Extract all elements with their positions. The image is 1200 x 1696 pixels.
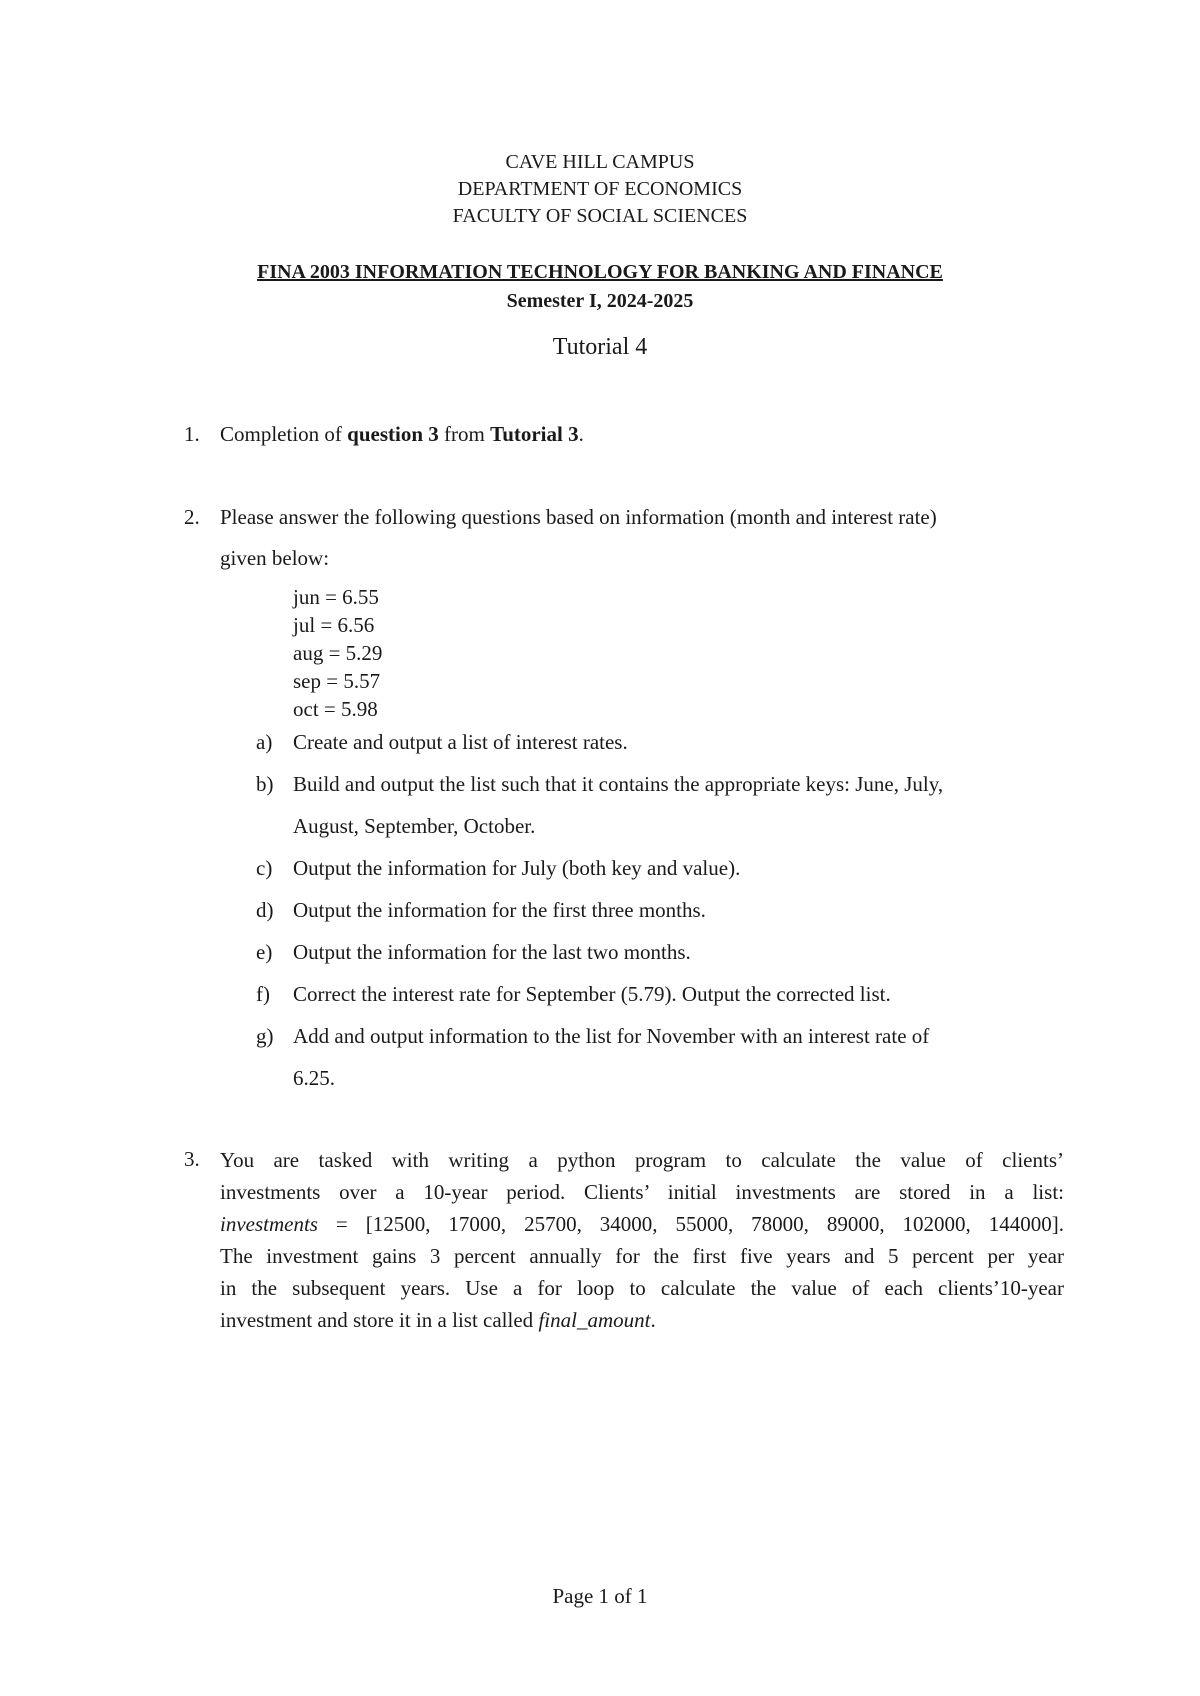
question-1-number: 1. bbox=[184, 422, 200, 446]
department-heading: DEPARTMENT OF ECONOMICS bbox=[457, 178, 743, 200]
question-3-number: 3. bbox=[184, 1147, 200, 1171]
question-3-line-3 bbox=[220, 1208, 1064, 1240]
question-3-line-5: in the subsequent years. Use a for loop to calculate the value of each clients’10-year bbox=[220, 1276, 1064, 1300]
campus-heading: CAVE HILL CAMPUS bbox=[505, 151, 695, 173]
part-g-letter: g) bbox=[256, 1024, 274, 1048]
part-f-letter: f) bbox=[256, 982, 270, 1006]
part-d-text: Output the information for the first three months. bbox=[293, 898, 706, 922]
investments-list: = [12500, 17000, 25700, 34000, 55000, 78000, 89000, 102000, 144000]. bbox=[317, 1212, 1064, 1236]
course-title bbox=[0, 259, 1200, 285]
q3-line6-pre: investment and store it in a list called bbox=[220, 1308, 539, 1332]
part-b-text-line-1: Build and output the list such that it contains the appropriate keys: June, July, bbox=[293, 772, 944, 796]
part-f-text: Correct the interest rate for September (5.79). Output the corrected list. bbox=[293, 982, 891, 1006]
q1-bold-question: question 3 bbox=[347, 422, 439, 446]
question-3-line-1: You are tasked with writing a python program to calculate the value of clients’ bbox=[220, 1148, 1064, 1172]
question-3-line-4: The investment gains 3 percent annually for the first five years and 5 percent per year bbox=[220, 1244, 1064, 1268]
part-a-text: Create and output a list of interest rates. bbox=[293, 730, 628, 754]
question-1-text bbox=[220, 422, 1060, 447]
part-b-text-line-2: August, September, October. bbox=[293, 814, 536, 838]
q1-pre: Completion of bbox=[220, 422, 348, 446]
tutorial-title: Tutorial 4 bbox=[552, 334, 648, 360]
part-e-text: Output the information for the last two months. bbox=[293, 940, 691, 964]
rate-sep: sep = 5.57 bbox=[293, 669, 381, 693]
q1-mid: from bbox=[438, 422, 491, 446]
part-c-letter: c) bbox=[256, 856, 273, 880]
part-c-text: Output the information for July (both key and value). bbox=[293, 856, 741, 880]
course-title-text: FINA 2003 INFORMATION TECHNOLOGY FOR BANKING AND FINANCE bbox=[257, 261, 943, 283]
rate-jul: jul = 6.56 bbox=[293, 613, 375, 637]
q3-line6-post: . bbox=[650, 1308, 656, 1332]
q1-bold-tutorial: Tutorial 3 bbox=[490, 422, 579, 446]
page-number: Page 1 of 1 bbox=[552, 1584, 648, 1608]
q1-post: . bbox=[578, 422, 584, 446]
part-b-letter: b) bbox=[256, 772, 274, 796]
question-2-line-1: Please answer the following questions based on information (month and interest rate) bbox=[220, 505, 937, 529]
semester-line: Semester I, 2024-2025 bbox=[506, 290, 694, 312]
part-g-text-line-1: Add and output information to the list for November with an interest rate of bbox=[293, 1024, 930, 1048]
rate-oct: oct = 5.98 bbox=[293, 697, 378, 721]
final-amount-var: final_amount bbox=[538, 1308, 651, 1332]
rate-jun: jun = 6.55 bbox=[293, 585, 379, 609]
part-a-letter: a) bbox=[256, 730, 273, 754]
part-g-text-line-2: 6.25. bbox=[293, 1066, 335, 1090]
question-3-line-2: investments over a 10-year period. Clients’ initial investments are stored in a list: bbox=[220, 1180, 1064, 1204]
faculty-heading: FACULTY OF SOCIAL SCIENCES bbox=[452, 205, 748, 227]
investments-var: investments bbox=[220, 1212, 318, 1236]
question-2-line-2: given below: bbox=[220, 546, 330, 570]
question-3-line-6 bbox=[220, 1304, 1064, 1336]
part-e-letter: e) bbox=[256, 940, 273, 964]
rate-aug: aug = 5.29 bbox=[293, 641, 383, 665]
question-2-number: 2. bbox=[184, 505, 200, 529]
part-d-letter: d) bbox=[256, 898, 274, 922]
